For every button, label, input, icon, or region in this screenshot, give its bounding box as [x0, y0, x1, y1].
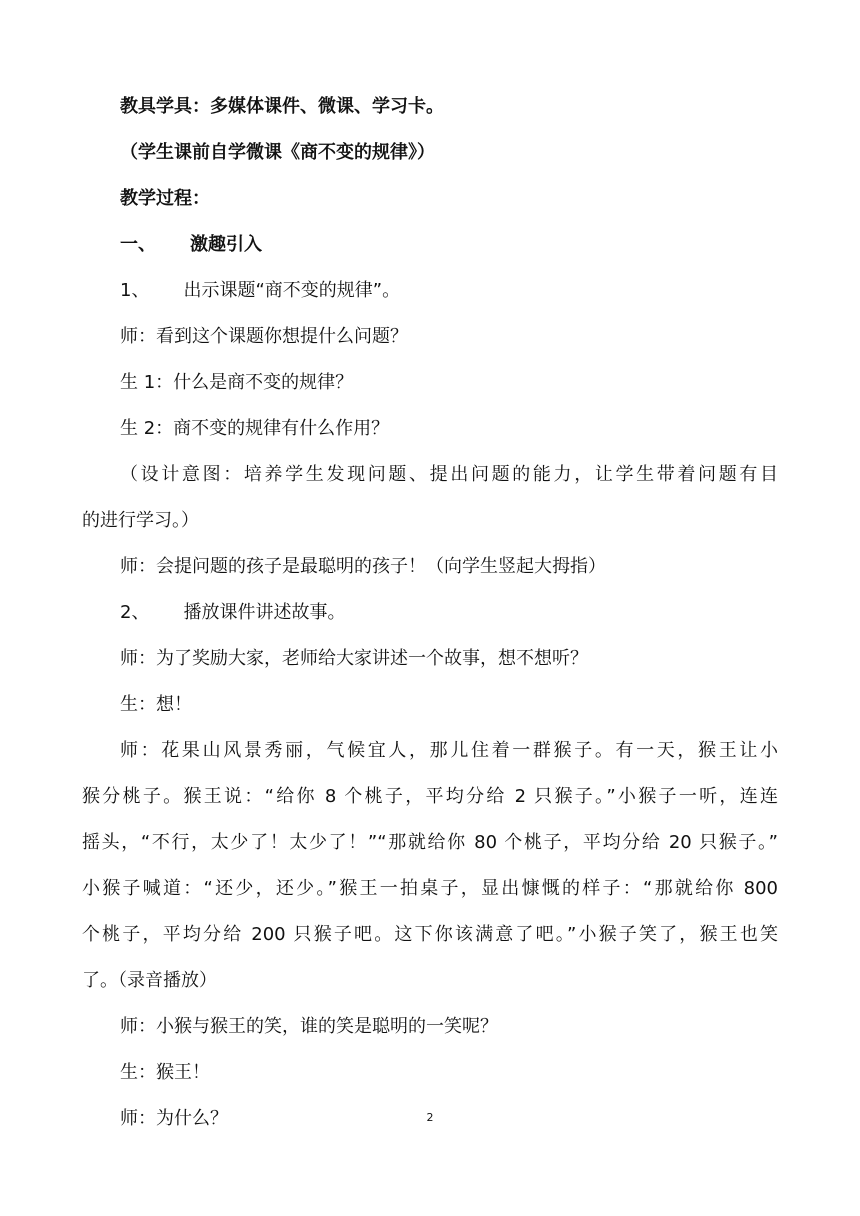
student-2-text: 生 2：商不变的规律有什么作用？: [120, 418, 390, 439]
step-2-text: 播放课件讲述故事。: [183, 602, 346, 623]
story-text-4: 小猴子喊道：“还少，还少。”猴王一拍桌子，显出慷慨的样子：“那就给你 800: [82, 878, 778, 899]
story-line-1: [82, 728, 778, 774]
student-want-line: [82, 682, 778, 728]
teacher-laugh-question-line: [82, 1004, 778, 1050]
step-1-line: [82, 268, 778, 314]
teacher-praise-text: 师：会提问题的孩子是最聪明的孩子！（向学生竖起大拇指）: [120, 556, 606, 577]
design-intent-text-1: （设计意图：培养学生发现问题、提出问题的能力，让学生带着问题有目: [120, 464, 778, 485]
teacher-why-text: 师：为什么？: [120, 1108, 228, 1129]
section-heading-intro: [82, 222, 778, 268]
micro-lesson-line: [82, 130, 778, 176]
step-2-line: [82, 590, 778, 636]
story-line-6: [82, 958, 778, 1004]
teacher-laugh-question-text: 师：小猴与猴王的笑，谁的笑是聪明的一笑呢？: [120, 1016, 498, 1037]
story-text-5: 个桃子，平均分给 200 只猴子吧。这下你该满意了吧。”小猴子笑了，猴王也笑: [82, 924, 778, 945]
micro-lesson-text: （学生课前自学微课《商不变的规律》）: [120, 142, 435, 163]
teacher-question-line: [82, 314, 778, 360]
step-2-number: 2、: [120, 602, 150, 623]
story-line-2: [82, 774, 778, 820]
step-1-text: 出示课题“商不变的规律”。: [183, 280, 401, 301]
page-number: 2: [426, 1111, 434, 1124]
student-2-line: [82, 406, 778, 452]
student-1-line: [82, 360, 778, 406]
teaching-aids-line: [82, 84, 778, 130]
design-intent-line-1: [82, 452, 778, 498]
section-number: 一、: [120, 234, 156, 255]
student-want-text: 生：想！: [120, 694, 192, 715]
teacher-question-text: 师：看到这个课题你想提什么问题？: [120, 326, 408, 347]
story-text-6: 了。（录音播放）: [82, 970, 217, 991]
teacher-praise-line: [82, 544, 778, 590]
step-1-number: 1、: [120, 280, 150, 301]
story-text-3: 摇头，“不行，太少了！太少了！”“那就给你 80 个桃子，平均分给 20 只猴子。”: [82, 832, 778, 853]
story-line-5: [82, 912, 778, 958]
student-1-text: 生 1：什么是商不变的规律？: [120, 372, 354, 393]
teaching-process-heading: [82, 176, 778, 222]
student-monkey-king-text: 生：猴王！: [120, 1062, 210, 1083]
story-line-4: [82, 866, 778, 912]
teaching-aids-text: 教具学具：多媒体课件、微课、学习卡。: [120, 96, 444, 117]
section-title: 激趣引入: [190, 234, 262, 255]
document-body: [82, 84, 778, 1142]
design-intent-line-2: [82, 498, 778, 544]
design-intent-text-2: 的进行学习。）: [82, 510, 199, 531]
story-text-1: 师：花果山风景秀丽，气候宜人，那儿住着一群猴子。有一天，猴王让小: [120, 740, 778, 761]
student-monkey-king-line: [82, 1050, 778, 1096]
teaching-process-text: 教学过程：: [120, 188, 210, 209]
teacher-story-offer-line: [82, 636, 778, 682]
story-text-2: 猴分桃子。猴王说：“给你 8 个桃子，平均分给 2 只猴子。”小猴子一听，连连: [82, 786, 778, 807]
story-line-3: [82, 820, 778, 866]
teacher-story-offer-text: 师：为了奖励大家，老师给大家讲述一个故事，想不想听？: [120, 648, 588, 669]
